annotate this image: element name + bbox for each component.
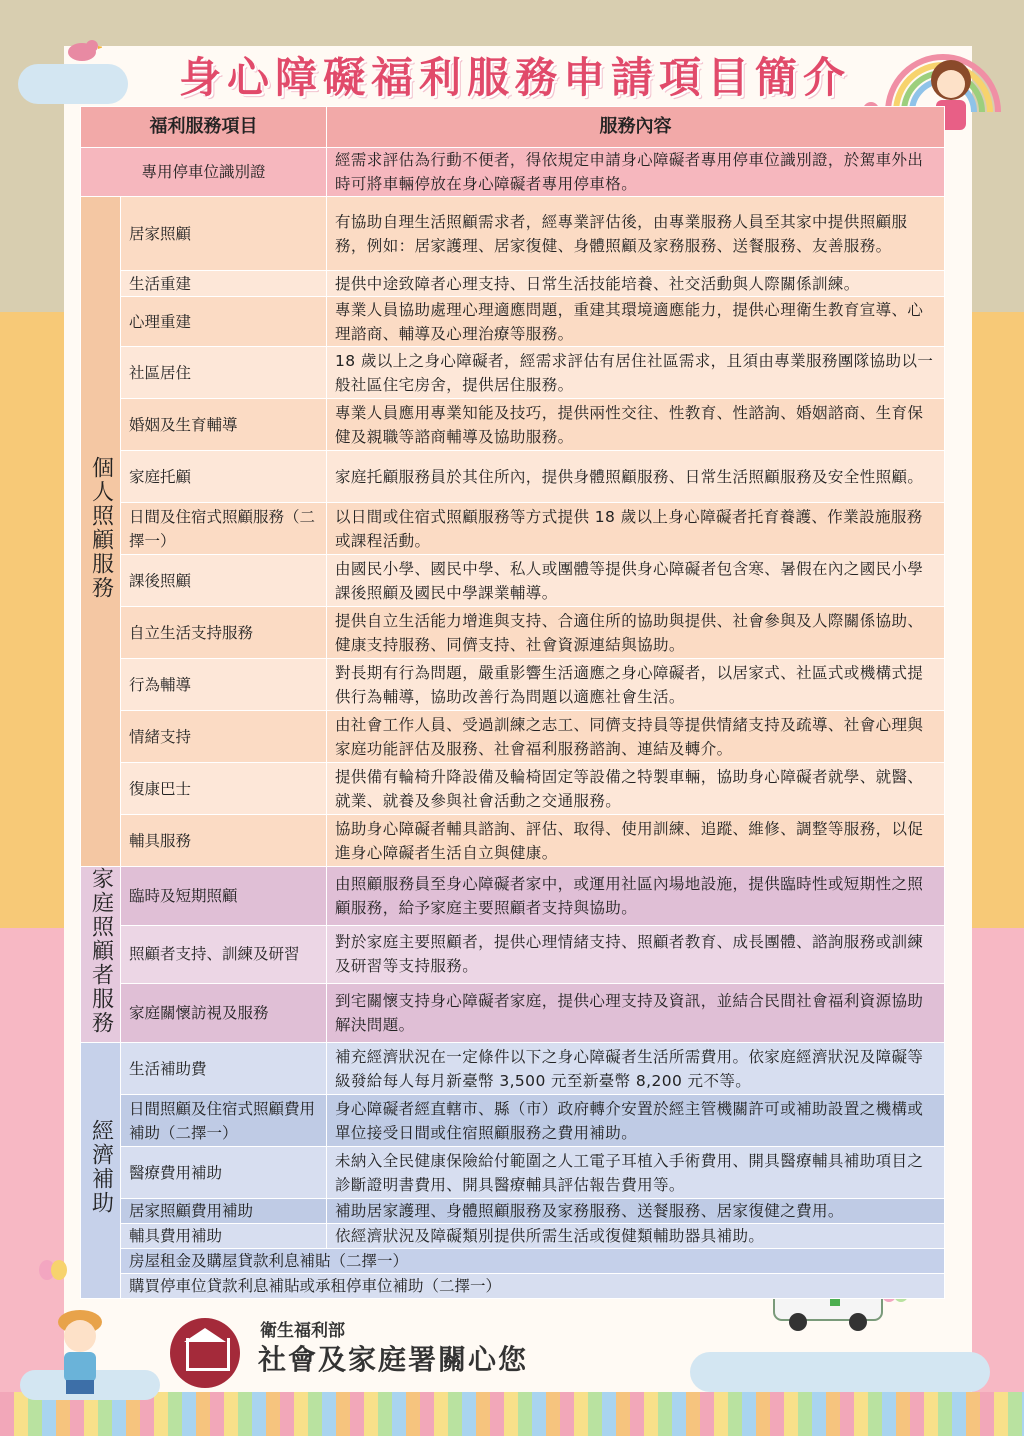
row-item: 臨時及短期照顧 <box>121 867 327 926</box>
table-row <box>81 503 945 555</box>
header-item: 福利服務項目 <box>81 107 327 148</box>
row-item: 復康巴士 <box>121 763 327 815</box>
row-desc: 協助身心障礙者輔具諮詢、評估、取得、使用訓練、追蹤、維修、調整等服務，以促進身心障礙者生活自立與健康。 <box>327 815 945 867</box>
services-table <box>80 106 945 1299</box>
row-item: 情緒支持 <box>121 711 327 763</box>
row-desc: 到宅關懷支持身心障礙者家庭，提供心理支持及資訊，並結合民間社會福利資源協助解決問題。 <box>327 984 945 1043</box>
cloud-decoration <box>18 64 128 104</box>
table-row <box>81 925 945 984</box>
row-item: 自立生活支持服務 <box>121 607 327 659</box>
row-desc: 由照顧服務員至身心障礙者家中，或運用社區內場地設施，提供臨時性或短期性之照顧服務，給予家庭主要照顧者支持與協助。 <box>327 867 945 926</box>
row-item-wide: 房屋租金及購屋貸款利息補貼（二擇一） <box>121 1249 945 1274</box>
group-label-family: 家庭照顧者服務 <box>81 867 121 1043</box>
table-row <box>81 815 945 867</box>
row-desc: 補助居家護理、身體照顧服務及家務服務、送餐服務、居家復健之費用。 <box>327 1199 945 1224</box>
row-desc: 由社會工作人員、受過訓練之志工、同儕支持員等提供情緒支持及疏導、社會心理與家庭功能評估及服務、社會福利服務諮詢、連結及轉介。 <box>327 711 945 763</box>
row-item: 生活補助費 <box>121 1043 327 1095</box>
table-row <box>81 451 945 503</box>
row-desc: 對於家庭主要照顧者，提供心理情緒支持、照顧者教育、成長團體、諮詢服務或訓練及研習等支持服務。 <box>327 925 945 984</box>
table-row <box>81 347 945 399</box>
row-desc: 專業人員應用專業知能及技巧，提供兩性交往、性教育、性諮詢、婚姻諮商、生育保健及親職等諮商輔導及協助服務。 <box>327 399 945 451</box>
row-item: 日間照顧及住宿式照顧費用補助（二擇一） <box>121 1095 327 1147</box>
footer-slogan: 社會及家庭署關心您 <box>258 1343 529 1376</box>
row-item: 居家照顧費用補助 <box>121 1199 327 1224</box>
row-item: 家庭托顧 <box>121 451 327 503</box>
table-row <box>81 148 945 197</box>
table-row <box>81 1147 945 1199</box>
table-row <box>81 763 945 815</box>
row-item: 社區居住 <box>121 347 327 399</box>
table-row <box>81 867 945 926</box>
row-desc: 家庭托顧服務員於其住所內，提供身體照顧服務、日常生活照顧服務及安全性照顧。 <box>327 451 945 503</box>
table-row <box>81 607 945 659</box>
background-stripes <box>0 1392 1024 1436</box>
row-desc: 提供備有輪椅升降設備及輪椅固定等設備之特製車輛，協助身心障礙者就學、就醫、就業、就養及參與社會活動之交通服務。 <box>327 763 945 815</box>
butterfly-icon <box>38 1258 68 1282</box>
row-item: 輔具費用補助 <box>121 1224 327 1249</box>
row-desc: 以日間或住宿式照顧服務等方式提供 18 歲以上身心障礙者托育養護、作業設施服務或課程活動。 <box>327 503 945 555</box>
table-row <box>81 1274 945 1299</box>
row-item: 照顧者支持、訓練及研習 <box>121 925 327 984</box>
table-header-row <box>81 107 945 148</box>
row-desc: 未納入全民健康保險給付範圍之人工電子耳植入手術費用、開具醫療輔具補助項目之診斷證明書費用、開具醫療輔具評估報告費用等。 <box>327 1147 945 1199</box>
row-item: 課後照顧 <box>121 555 327 607</box>
table-row <box>81 1224 945 1249</box>
row-desc: 有協助自理生活照顧需求者，經專業評估後，由專業服務人員至其家中提供照顧服務，例如：居家護理、居家復健、身體照顧及家務服務、送餐服務、友善服務。 <box>327 197 945 271</box>
group-label-economic: 經濟補助 <box>81 1043 121 1299</box>
row-item: 家庭關懷訪視及服務 <box>121 984 327 1043</box>
bird-icon <box>62 34 102 64</box>
row-desc: 對長期有行為問題，嚴重影響生活適應之身心障礙者，以居家式、社區式或機構式提供行為輔導，協助改善行為問題以適應社會生活。 <box>327 659 945 711</box>
row-desc: 提供中途致障者心理支持、日常生活技能培養、社交活動與人際關係訓練。 <box>327 271 945 297</box>
row-item: 醫療費用補助 <box>121 1147 327 1199</box>
header-content: 服務內容 <box>327 107 945 148</box>
footer-ministry: 衛生福利部 <box>260 1321 345 1341</box>
page-title: 身心障礙福利服務申請項目簡介 <box>178 53 851 102</box>
row-item: 心理重建 <box>121 297 327 347</box>
cloud-decoration <box>690 1352 990 1392</box>
table-row <box>81 711 945 763</box>
row-desc: 由國民小學、國民中學、私人或團體等提供身心障礙者包含寒、暑假在內之國民小學課後照顧及國民中學課業輔導。 <box>327 555 945 607</box>
row-desc: 依經濟狀況及障礙類別提供所需生活或復健類輔助器具補助。 <box>327 1224 945 1249</box>
table-row <box>81 1095 945 1147</box>
table-row <box>81 271 945 297</box>
table-row <box>81 1249 945 1274</box>
row-desc: 身心障礙者經直轄市、縣（市）政府轉介安置於經主管機關許可或補助設置之機構或單位接受日間或住宿照顧服務之費用補助。 <box>327 1095 945 1147</box>
row-desc: 專業人員協助處理心理適應問題，重建其環境適應能力，提供心理衛生教育宣導、心理諮商、輔導及心理治療等服務。 <box>327 297 945 347</box>
table-row <box>81 555 945 607</box>
group-label-personal: 個人照顧服務 <box>81 197 121 867</box>
row-item: 行為輔導 <box>121 659 327 711</box>
sfaa-logo <box>170 1318 240 1388</box>
row-item: 日間及住宿式照顧服務（二擇一） <box>121 503 327 555</box>
row-desc: 補充經濟狀況在一定條件以下之身心障礙者生活所需費用。依家庭經濟狀況及障礙等級發給每人每月新臺幣 3,500 元至新臺幣 8,200 元不等。 <box>327 1043 945 1095</box>
table-row <box>81 1199 945 1224</box>
row-item: 生活重建 <box>121 271 327 297</box>
row-item: 婚姻及生育輔導 <box>121 399 327 451</box>
table-row <box>81 399 945 451</box>
row-item: 居家照顧 <box>121 197 327 271</box>
table-row <box>81 1043 945 1095</box>
row-desc: 經需求評估為行動不便者，得依規定申請身心障礙者專用停車位識別證，於駕車外出時可將車輛停放在身心障礙者專用停車格。 <box>327 148 945 197</box>
row-item: 輔具服務 <box>121 815 327 867</box>
row-desc: 提供自立生活能力增進與支持、合適住所的協助與提供、社會參與及人際關係協助、健康支持服務、同儕支持、社會資源連結與協助。 <box>327 607 945 659</box>
row-item: 專用停車位識別證 <box>81 148 327 197</box>
boy-illustration <box>40 1300 120 1400</box>
table-row <box>81 984 945 1043</box>
table-row <box>81 197 945 271</box>
row-item-wide: 購買停車位貸款利息補貼或承租停車位補助（二擇一） <box>121 1274 945 1299</box>
table-row <box>81 297 945 347</box>
row-desc: 18 歲以上之身心障礙者，經需求評估有居住社區需求，且須由專業服務團隊協助以一般社區住宅房舍，提供居住服務。 <box>327 347 945 399</box>
table-row <box>81 659 945 711</box>
